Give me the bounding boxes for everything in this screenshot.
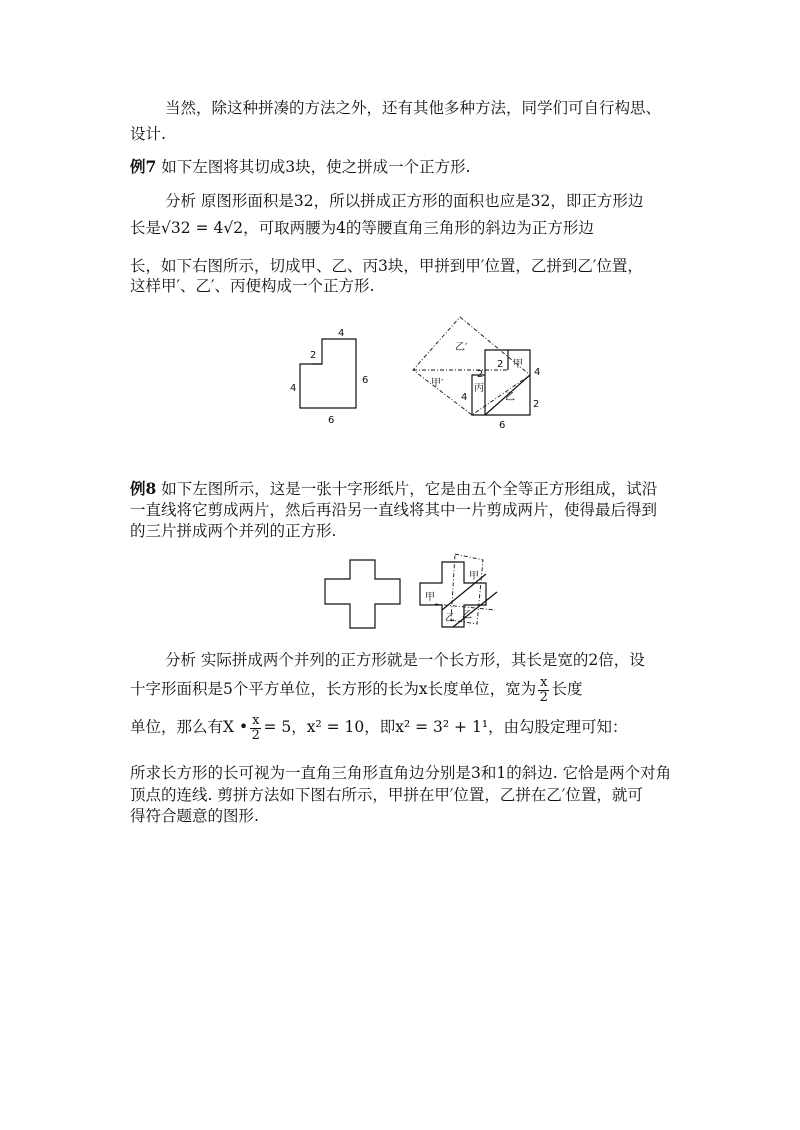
label-yi-a: 乙 <box>445 613 455 624</box>
example8-text-line1: 如下左图所示，这是一张十字形纸片，它是由五个全等正方形组成，试沿 <box>161 480 658 498</box>
label-yi-b: 乙 <box>462 610 472 621</box>
cross-outline <box>325 560 400 628</box>
example8-label: 例8 <box>130 479 157 498</box>
sqrt-expression: √32 = 4√2 <box>161 219 244 237</box>
fraction-x-over-2-b <box>250 714 261 743</box>
ex8-left-figure <box>325 560 405 630</box>
ex7-analysis-line2 <box>130 218 594 238</box>
example8-line2: 一直线将它剪成两片，然后再沿另一直线将其中一片剪成两片，使得最后得到 <box>130 501 658 519</box>
fraction-numerator: x <box>252 712 260 728</box>
example7-text: 如下左图将其切成3块，使之拼成一个正方形. <box>161 158 471 176</box>
ex8-analysis-line3-post: = 5，x² = 10，即x² = 3² + 1¹，由勾股定理可知： <box>263 718 628 736</box>
label-top: 4 <box>338 328 345 339</box>
l-shape-outline <box>300 339 356 408</box>
example7-heading <box>130 157 471 177</box>
ex8-analysis-line3 <box>130 712 628 743</box>
ex7-analysis-line1: 分析 原图形面积是32，所以拼成正方形的面积也应是32，即正方形边 <box>165 192 644 210</box>
label-two-b: 2 <box>477 369 484 380</box>
label-four-a: 4 <box>534 367 541 378</box>
ex8-analysis-line2-pre: 十字形面积是5个平方单位，长方形的长为x长度单位，宽为 <box>130 680 537 698</box>
label-jia-top: 甲 <box>469 571 479 582</box>
ex8-analysis-line6: 得符合题意的图形. <box>130 807 259 825</box>
example8-line1 <box>130 479 657 499</box>
fraction-denominator: 2 <box>251 727 260 743</box>
ex7-left-figure <box>290 325 380 435</box>
label-yi: 乙 <box>505 392 515 403</box>
ex8-analysis-line5: 顶点的连线. 剪拼方法如下图右所示，甲拼在甲′位置，乙拼在乙′位置，就可 <box>130 786 643 804</box>
ex7-analysis-line2-post: ，可取两腰为4的等腰直角三角形的斜边为正方形边 <box>243 219 594 237</box>
ex8-analysis-line2-post: 长度 <box>551 680 583 698</box>
label-left: 4 <box>290 383 297 394</box>
label-bing: 丙 <box>474 383 484 394</box>
label-right: 6 <box>362 375 369 386</box>
ex7-analysis-line3: 长，如下右图所示，切成甲、乙、丙3块，甲拼到甲′位置，乙拼到乙′位置， <box>130 257 643 275</box>
ex8-analysis-line4: 所求长方形的长可视为一直角三角形直角边分别是3和1的斜边. 它恰是两个对角 <box>130 764 672 782</box>
para1-line1: 当然，除这种拼凑的方法之外，还有其他多种方法，同学们可自行构思、 <box>165 99 662 117</box>
ex8-right-figure <box>415 552 505 632</box>
ex8-analysis-line1: 分析 实际拼成两个并列的正方形就是一个长方形，其长是宽的2倍，设 <box>165 651 645 669</box>
label-notch: 2 <box>310 350 317 361</box>
ex8-analysis-line3-pre: 单位，那么有X • <box>130 718 249 736</box>
example8-line3: 的三片拼成两个并列的正方形. <box>130 522 337 540</box>
label-two-c: 2 <box>533 399 540 410</box>
label-six: 6 <box>499 420 506 431</box>
label-jia: 甲 <box>513 359 523 370</box>
label-two-a: 2 <box>497 359 504 370</box>
fraction-x-over-2 <box>538 676 549 705</box>
label-four-b: 4 <box>461 392 468 403</box>
example7-label: 例7 <box>130 157 157 176</box>
label-jia-left: 甲 <box>425 592 435 603</box>
ex7-analysis-line4: 这样甲′、乙′、丙便构成一个正方形. <box>130 277 375 295</box>
ex8-analysis-line2 <box>130 674 582 705</box>
label-bottom: 6 <box>328 415 335 426</box>
para1-line2: 设计. <box>130 125 166 143</box>
ex7-right-figure <box>405 315 555 435</box>
ex7-analysis-line2-pre: 长是 <box>130 219 162 237</box>
label-jia-prime: 甲′ <box>431 378 444 389</box>
label-yi-prime: 乙′ <box>455 342 468 353</box>
fraction-denominator: 2 <box>539 689 548 705</box>
fraction-numerator: x <box>540 674 548 690</box>
